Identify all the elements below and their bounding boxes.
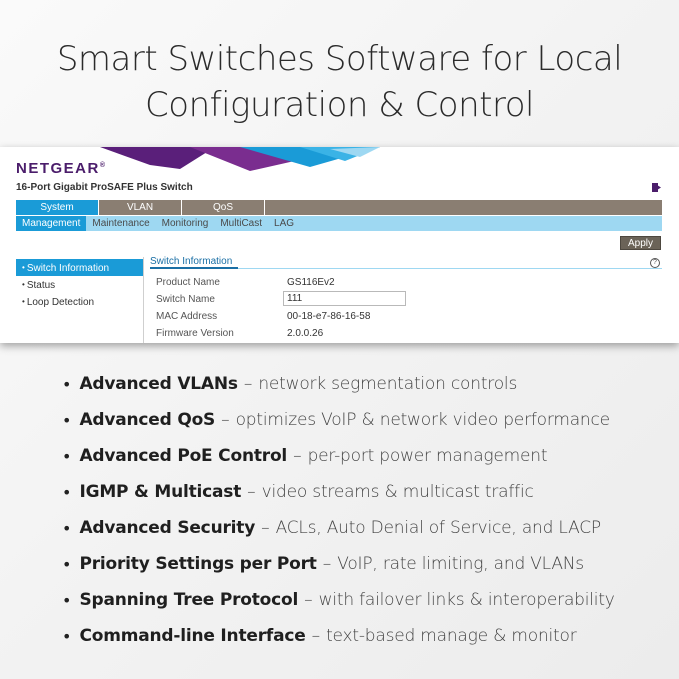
- sidenav-item-status[interactable]: [16, 276, 143, 293]
- main-tabs: [16, 200, 662, 215]
- apply-button[interactable]: Apply: [620, 236, 661, 250]
- product-name-value: GS116Ev2: [287, 277, 335, 288]
- subtab-lag[interactable]: LAG: [274, 218, 295, 229]
- bullet-icon: •: [62, 446, 72, 466]
- sidenav-item-loop-detection[interactable]: [16, 293, 143, 310]
- switch-name-label: Switch Name: [156, 294, 215, 305]
- help-icon[interactable]: ?: [650, 258, 660, 268]
- feature-item: [62, 474, 672, 510]
- feature-list: [62, 366, 672, 654]
- feature-desc: optimizes VoIP & network video performance: [235, 410, 610, 430]
- feature-desc: per-port power management: [307, 446, 548, 466]
- headline-line-2: Configuration & Control: [145, 85, 534, 125]
- feature-desc: text-based manage & monitor: [326, 626, 577, 646]
- sidenav-item-label: Switch Information: [26, 263, 110, 274]
- feature-item: [62, 402, 672, 438]
- bullet-icon: •: [62, 482, 72, 502]
- section-title: Switch Information: [150, 256, 233, 267]
- headline: [0, 36, 679, 128]
- feature-item: [62, 366, 672, 402]
- feature-name: Priority Settings per Port: [79, 554, 317, 574]
- feature-item: [62, 618, 672, 654]
- bullet-icon: •: [22, 263, 25, 272]
- subtab-maintenance[interactable]: Maintenance: [92, 218, 150, 229]
- tab-vlan[interactable]: VLAN: [99, 200, 182, 215]
- subtab-management[interactable]: Management: [16, 216, 86, 231]
- subtab-multicast[interactable]: MultiCast: [220, 218, 263, 229]
- bullet-icon: •: [22, 297, 25, 306]
- bullet-icon: •: [62, 626, 72, 646]
- logout-icon[interactable]: [651, 182, 662, 193]
- switch-ui-screenshot: [0, 147, 679, 343]
- switch-name-input[interactable]: [283, 291, 406, 306]
- sub-tabs: [16, 216, 662, 231]
- feature-item: [62, 438, 672, 474]
- side-nav: [16, 257, 144, 343]
- bullet-icon: •: [62, 518, 72, 538]
- sidenav-item-label: Loop Detection: [26, 297, 95, 308]
- feature-desc: VoIP, rate limiting, and VLANs: [337, 554, 584, 574]
- bullet-icon: •: [62, 410, 72, 430]
- headline-line-1: Smart Switches Software for Local: [56, 39, 623, 79]
- logo-mark: ®: [99, 162, 107, 169]
- section-divider-accent: [150, 267, 238, 269]
- firmware-version-label: Firmware Version: [156, 328, 234, 339]
- tab-system[interactable]: System: [16, 200, 99, 215]
- tab-qos[interactable]: QoS: [182, 200, 265, 215]
- feature-separator: –: [247, 482, 256, 502]
- feature-separator: –: [293, 446, 302, 466]
- bullet-icon: •: [62, 590, 72, 610]
- feature-separator: –: [304, 590, 313, 610]
- feature-name: Advanced QoS: [79, 410, 216, 430]
- feature-separator: –: [322, 554, 332, 574]
- feature-separator: –: [243, 374, 253, 394]
- feature-name: Spanning Tree Protocol: [79, 590, 299, 610]
- bullet-icon: •: [22, 280, 25, 289]
- logo-text: NETGEAR: [16, 160, 100, 177]
- feature-name: Advanced VLANs: [79, 374, 238, 394]
- netgear-logo: [16, 160, 107, 177]
- feature-desc: with failover links & interoperability: [318, 590, 615, 610]
- firmware-version-value: 2.0.0.26: [287, 328, 324, 339]
- sidenav-item-switch-information[interactable]: [16, 259, 143, 276]
- bullet-icon: •: [62, 554, 72, 574]
- feature-item: [62, 510, 672, 546]
- feature-item: [62, 546, 672, 582]
- feature-name: Advanced PoE Control: [79, 446, 288, 466]
- product-name: 16-Port Gigabit ProSAFE Plus Switch: [16, 182, 193, 193]
- feature-separator: –: [261, 518, 270, 538]
- feature-desc: network segmentation controls: [258, 374, 518, 394]
- feature-desc: video streams & multicast traffic: [261, 482, 534, 502]
- feature-name: Command-line Interface: [79, 626, 306, 646]
- feature-separator: –: [311, 626, 321, 646]
- feature-desc: ACLs, Auto Denial of Service, and LACP: [275, 518, 601, 538]
- subtab-monitoring[interactable]: Monitoring: [161, 218, 209, 229]
- product-name-label: Product Name: [156, 277, 220, 288]
- feature-name: Advanced Security: [79, 518, 256, 538]
- mac-address-label: MAC Address: [156, 311, 218, 322]
- feature-name: IGMP & Multicast: [79, 482, 242, 502]
- mac-address-value: 00-18-e7-86-16-58: [287, 311, 371, 322]
- bullet-icon: •: [62, 374, 72, 394]
- feature-item: [62, 582, 672, 618]
- feature-separator: –: [221, 410, 230, 430]
- sidenav-item-label: Status: [26, 280, 56, 291]
